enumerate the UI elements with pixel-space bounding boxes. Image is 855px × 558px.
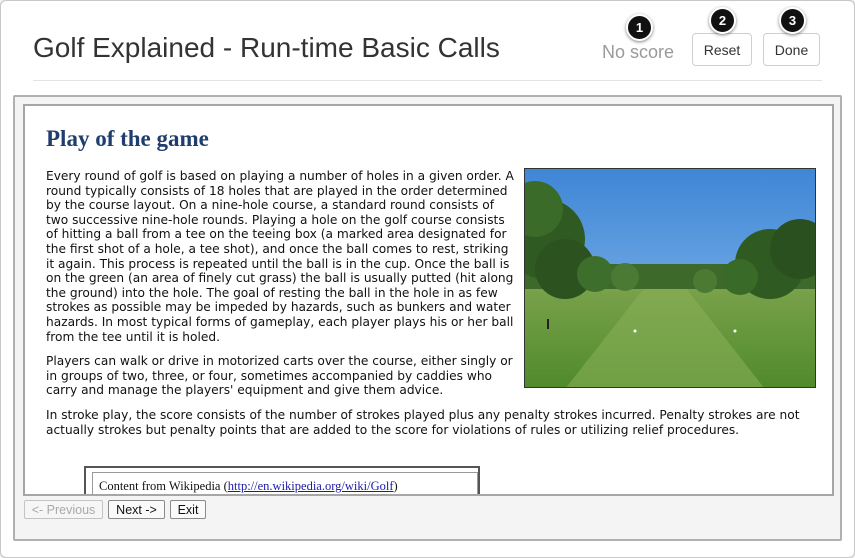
page-title: Golf Explained - Run-time Basic Calls [33,32,500,63]
source-prefix: Content from Wikipedia ( [99,479,228,493]
header-divider [33,80,822,81]
golf-course-photo [524,168,816,388]
course-content-pane[interactable] [23,104,834,496]
wikipedia-source-box [84,466,480,496]
wikipedia-link[interactable]: http://en.wikipedia.org/wiki/Golf [227,479,394,493]
content-heading: Play of the game [46,126,209,151]
callout-badge-1: 1 [626,14,653,41]
done-button[interactable]: Done [763,33,820,66]
content-paragraph-1: Every round of golf is based on playing a number of holes in a given order. A round typically consists of 18 holes that are played in the order determined by the course layout. On a nine-hole course, a standard round consists of two successive nine-hole rounds. Playing a hole on the golf course consists of hitting a ball from a tee on the teeing box (a marked area designated for the first shot of a hole, a tee shot), and once the ball comes to rest, striking it again. This process is repeated until the ball is in the cup. Once the ball is on the green (an area of finely cut grass) the ball is usually putted (hit along the ground) into the hole. The goal of resting the ball in the hole in as few strokes as possible may be impeded by hazards, such as bunkers and water hazards. In most typical forms of gameplay, each player plays his or her ball from the tee until it is holed. [46,169,514,344]
callout-badge-3: 3 [779,7,806,34]
previous-button[interactable]: <- Previous [24,500,103,519]
content-paragraph-2: Players can walk or drive in motorized carts over the course, either singly or in groups of two, three, or four, sometimes accompanied by caddies who carry and manage the players' equipment and give them advice. [46,354,513,398]
exit-button[interactable]: Exit [170,500,206,519]
source-suffix: ) [393,479,398,493]
content-paragraph-3: In stroke play, the score consists of the number of strokes played plus any penalty strokes incurred. Penalty strokes are not actually strokes but penalty points that are added to the score for violations of rules or utilizing relief procedures. [46,408,800,437]
callout-badge-2: 2 [709,7,736,34]
next-button[interactable]: Next -> [108,500,165,519]
score-status: No score [602,42,675,62]
reset-button[interactable]: Reset [692,33,752,66]
